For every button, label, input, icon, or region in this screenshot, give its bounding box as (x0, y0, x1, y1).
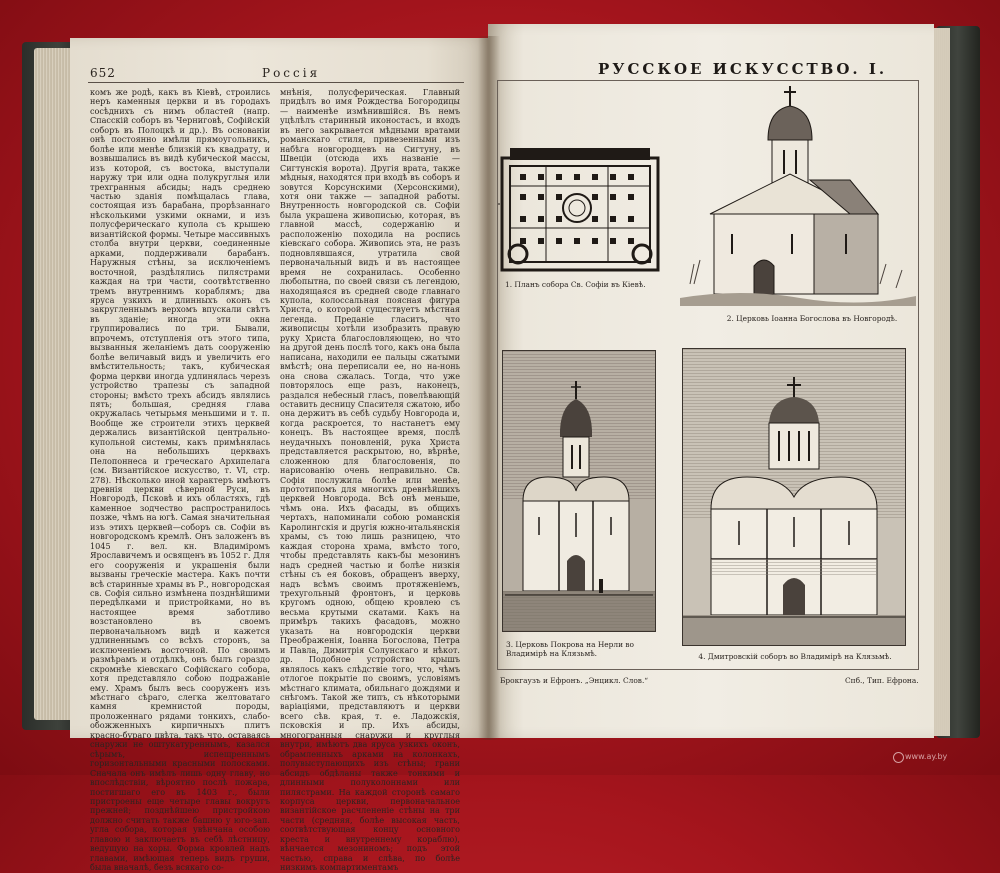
text-column-1: комъ же родѣ, какъ въ Кіевѣ, строились неръ каменныя церкви и въ городахъ сосѣднихъ съ нимъ областей (напр. Спасскій соборъ въ Черниговѣ, Софійскій соборъ въ Полоцкѣ и др.). Въ основаніи онѣ постоянно имѣли прямоугольникъ, болѣе или менѣе близкій къ квадрату, и возвышались въ видѣ кубической массы, изъ которой, съ востока, выступали наружу три или одна полукруглыя или трехгранныя абсиды; надъ среднею частью зданія помѣщалась глава, состоящая изъ барабана, прорѣзаннаго нѣсколькими узкими окнами, и изъ полусферическаго купола съ крышею византійской формы. Четыре массивныхъ столба внутри церкви, соединенные арками, поддерживали барабанъ. Наружныя стѣны, за исключеніемъ восточной, раздѣлялись пилястрами каждая на три части, соотвѣтственно тремъ внутреннимъ кораблямъ; два яруса узкихъ и длинныхъ оконъ съ закругленнымъ верхомъ впускали свѣтъ въ зданіе; иногда эти окна группировались по три. Бывали, впрочемъ, отступленія отъ этого типа, вызванныя желаніемъ дать сооруженію болѣе величавый видъ и увеличить его вмѣстительность; такъ, кубическая форма церкви иногда удлинялась черезъ устройство трапезы съ западной стороны; вмѣсто трехъ абсидъ являлись пять; большая, средняя глава окружалась четырьмя меньшими и т. п. Вообще же строители этихъ церквей держались византійской центрально-купольной системы, какъ примѣнялась она на небольшихъ церквахъ Пелопоннеса и греческаго Архипелага (см. Византійское искусство, т. VI, стр. 278). Нѣсколько иной характеръ имѣютъ древнія церкви сѣверной Руси, въ Новгородѣ, Псковѣ и ихъ областяхъ, гдѣ каменное зодчество распространилось позже, чѣмъ на югѣ. Самая значительная изъ этихъ церквей—соборъ св. Софіи въ новгородскомъ кремлѣ. Онъ заложенъ въ 1045 г. вел. кн. Владиміромъ Ярославичемъ и освященъ въ 1052 г. Для его сооруженія и украшенія были вызваны греческіе мастера. Какъ почти всѣ старинные храмы въ Р., новгородская св. Софія сильно измѣнена позднѣйшими передѣлками и пристройками, но въ настоящее время заботливо возстановлено въ своемъ первоначальномъ видѣ и кажется удлиненнымъ со всѣхъ сторонъ, за исключеніемъ восточной. По своимъ размѣрамъ и отдѣлкѣ, онъ былъ гораздо скромнѣе кіевскаго Софійскаго собора, хотя представляло собою подражаніе ему. Храмъ былъ весь сооруженъ изъ мѣстнаго сѣраго, слегка желтоватаго камня кремнистой породы, проложеннаго рядами тонкихъ, слабо-обожженныхъ кирпичныхъ плитъ красно-бураго цвѣта, такъ что, оставаясь снаружи не оштукатуреннымъ, казался сѣрымъ, испещреннымъ горизонтальными красными полосками. Сначала онъ имѣлъ лишь одну главу, но впослѣдствіи, вѣроятно послѣ пожара, постигшаго его въ 1403 г., были пристроены еще четыре главы вокругъ прежней; позднѣйшею пристройкою должно считать также башню у юго-зап. угла собора, которая увѣнчана особою главою и заключаетъ въ себѣ лѣстницу, ведущую на хоры. Форма кровлей надъ главами, имѣющая теперь видъ груши, была вначалѣ, безъ всякаго со- (90, 87, 270, 873)
plate-title: РУССКОЕ ИСКУССТВО. I. (598, 60, 888, 78)
header-rule (88, 82, 464, 83)
text-column-2: мнѣнія, полусферическая. Главный придѣлъ во имя Рождества Богородицы — наименѣе измѣнившійся. Въ немъ уцѣлѣлъ старинный иконостасъ, и входъ въ него закрывается мѣдными вратами романскаго стиля, привезенными изъ набѣга новгородцевъ на Сигтуну, въ Швеціи (отсюда ихъ названіе — Сигтунскія ворота). Другія врата, также мѣдныя, находятся при входѣ въ соборъ и зовутся Корсунскими (Херсонскими), хотя они также — западной работы. Внутренность новгородской св. Софіи была украшена живописью, которая, въ главной массѣ, содержанію и расположенію походила на роспись кіевскаго собора. Живопись эта, не разъ подновлявшаяся, утратила свой первоначальный видъ и въ настоящее время не сохранилась. Особенно любопытна, по своей связи съ легендою, находящаяся въ средней своде главнаго купола, колоссальная поясная фигура Христа, о которой существуетъ мѣстная легенда. Преданіе гласитъ, что живописцы хотѣли изобразить правую руку Христа благословляющею, но что на другой день послѣ того, какъ она была написана, находили ее пальцы сжатыми вмѣстѣ; она переписали ее, но на-нонь она снова сжалась. Тогда, что уже повторялось еще разъ, наконецъ, раздался небесный гласъ, повелѣвающій оставить десницу Спасителя сжатою, ибо она держитъ въ себѣ судьбу Новгорода и, когда раскроется, то настанетъ ему конецъ. Въ настоящее время, послѣ неудачныхъ поновленій, рука Христа представляется раскрытою, но, вѣрнѣе, сложенною для благословенія, по нарисованію очень неправильно. Св. Софія послужила болѣе или менѣе, прототипомъ для многихъ древнѣйшихъ церквей Новгорода. Всѣ онѣ меньше, чѣмъ она. Ихъ фасады, въ общихъ чертахъ, напоминали собою романскія Каролингскія и другія южно-итальянскія храмы, съ тою лишь разницею, что каждая сторона храма, вмѣсто того, чтобы представлять какъ-бы мезонинъ надъ средней частью и болѣе низкія стѣны съ ея боковъ, обращенъ вверху, надъ всѣмъ своимъ протяженіемъ, трехугольный фронтонъ, и церковь кругомъ одною, общею кровлею съ весьма крутыми скатами. Какъ на примѣръ такихъ фасадовъ, можно указать на новгородскія церкви Преображенія, Іоанна Богослова, Петра и Павла, Димитрія Солунскаго и нѣкот. др. Подобное устройство крышъ являлось какъ слѣдствіе того, что, чѣмъ отлогое покрытіе по своимъ, условіямъ мѣстнаго климата, обильнаго дождями и снѣгомъ. Такой же типъ, съ нѣкоторыми варіаціями, представляютъ и церкви всего сѣв. края, т. е. Ладожскія, псковскія и пр. Ихъ абсиды, многогранныя снаружи и круглыя внутри, имѣютъ два яруса узкихъ оконъ, обрамленныхъ арками на колонкахъ, полувыступающихъ изъ стѣны; грани абсидъ обдѣланы также тонкими и длинными полуколоннами или пилястрами. На каждой сторонѣ самаго корпуса церкви, первоначальное византійское расчлененіе стѣны на три части (средняя, болѣе высокая часть, соотвѣтствующая концу основного креста и внутреннему кораблю), вѣнчается мезониномъ; подъ этой частью, справа и слѣва, по болѣе низкимъ компартиментамъ (280, 87, 460, 873)
watermark: www.ay.by (905, 752, 948, 761)
church-ioann-illustration (680, 84, 916, 306)
church-pokrov-illustration (502, 350, 656, 632)
dmitrievsky-cathedral-illustration (682, 348, 906, 646)
publisher-footer: Брокгаузъ и Ефронъ. „Энцикл. Слов.“ (500, 676, 649, 685)
running-title: Россія (262, 66, 321, 80)
page-number: 652 (90, 66, 116, 80)
caption-fig1: 1. Планъ собора Св. Софіи въ Кіевѣ. (505, 280, 646, 289)
printer-footer: Спб., Тип. Ефрона. (845, 676, 919, 685)
caption-fig3: 3. Церковь Покрова на Нерли во Владимірѣ на Клязьмѣ. (506, 640, 634, 658)
caption-fig2: 2. Церковь Іоанна Богослова въ Новгородѣ. (726, 314, 898, 323)
watermark-icon (893, 752, 904, 763)
caption-fig4: 4. Дмитровскій соборъ во Владимірѣ на Клязьмѣ. (698, 652, 892, 661)
floor-plan-illustration (500, 144, 660, 274)
